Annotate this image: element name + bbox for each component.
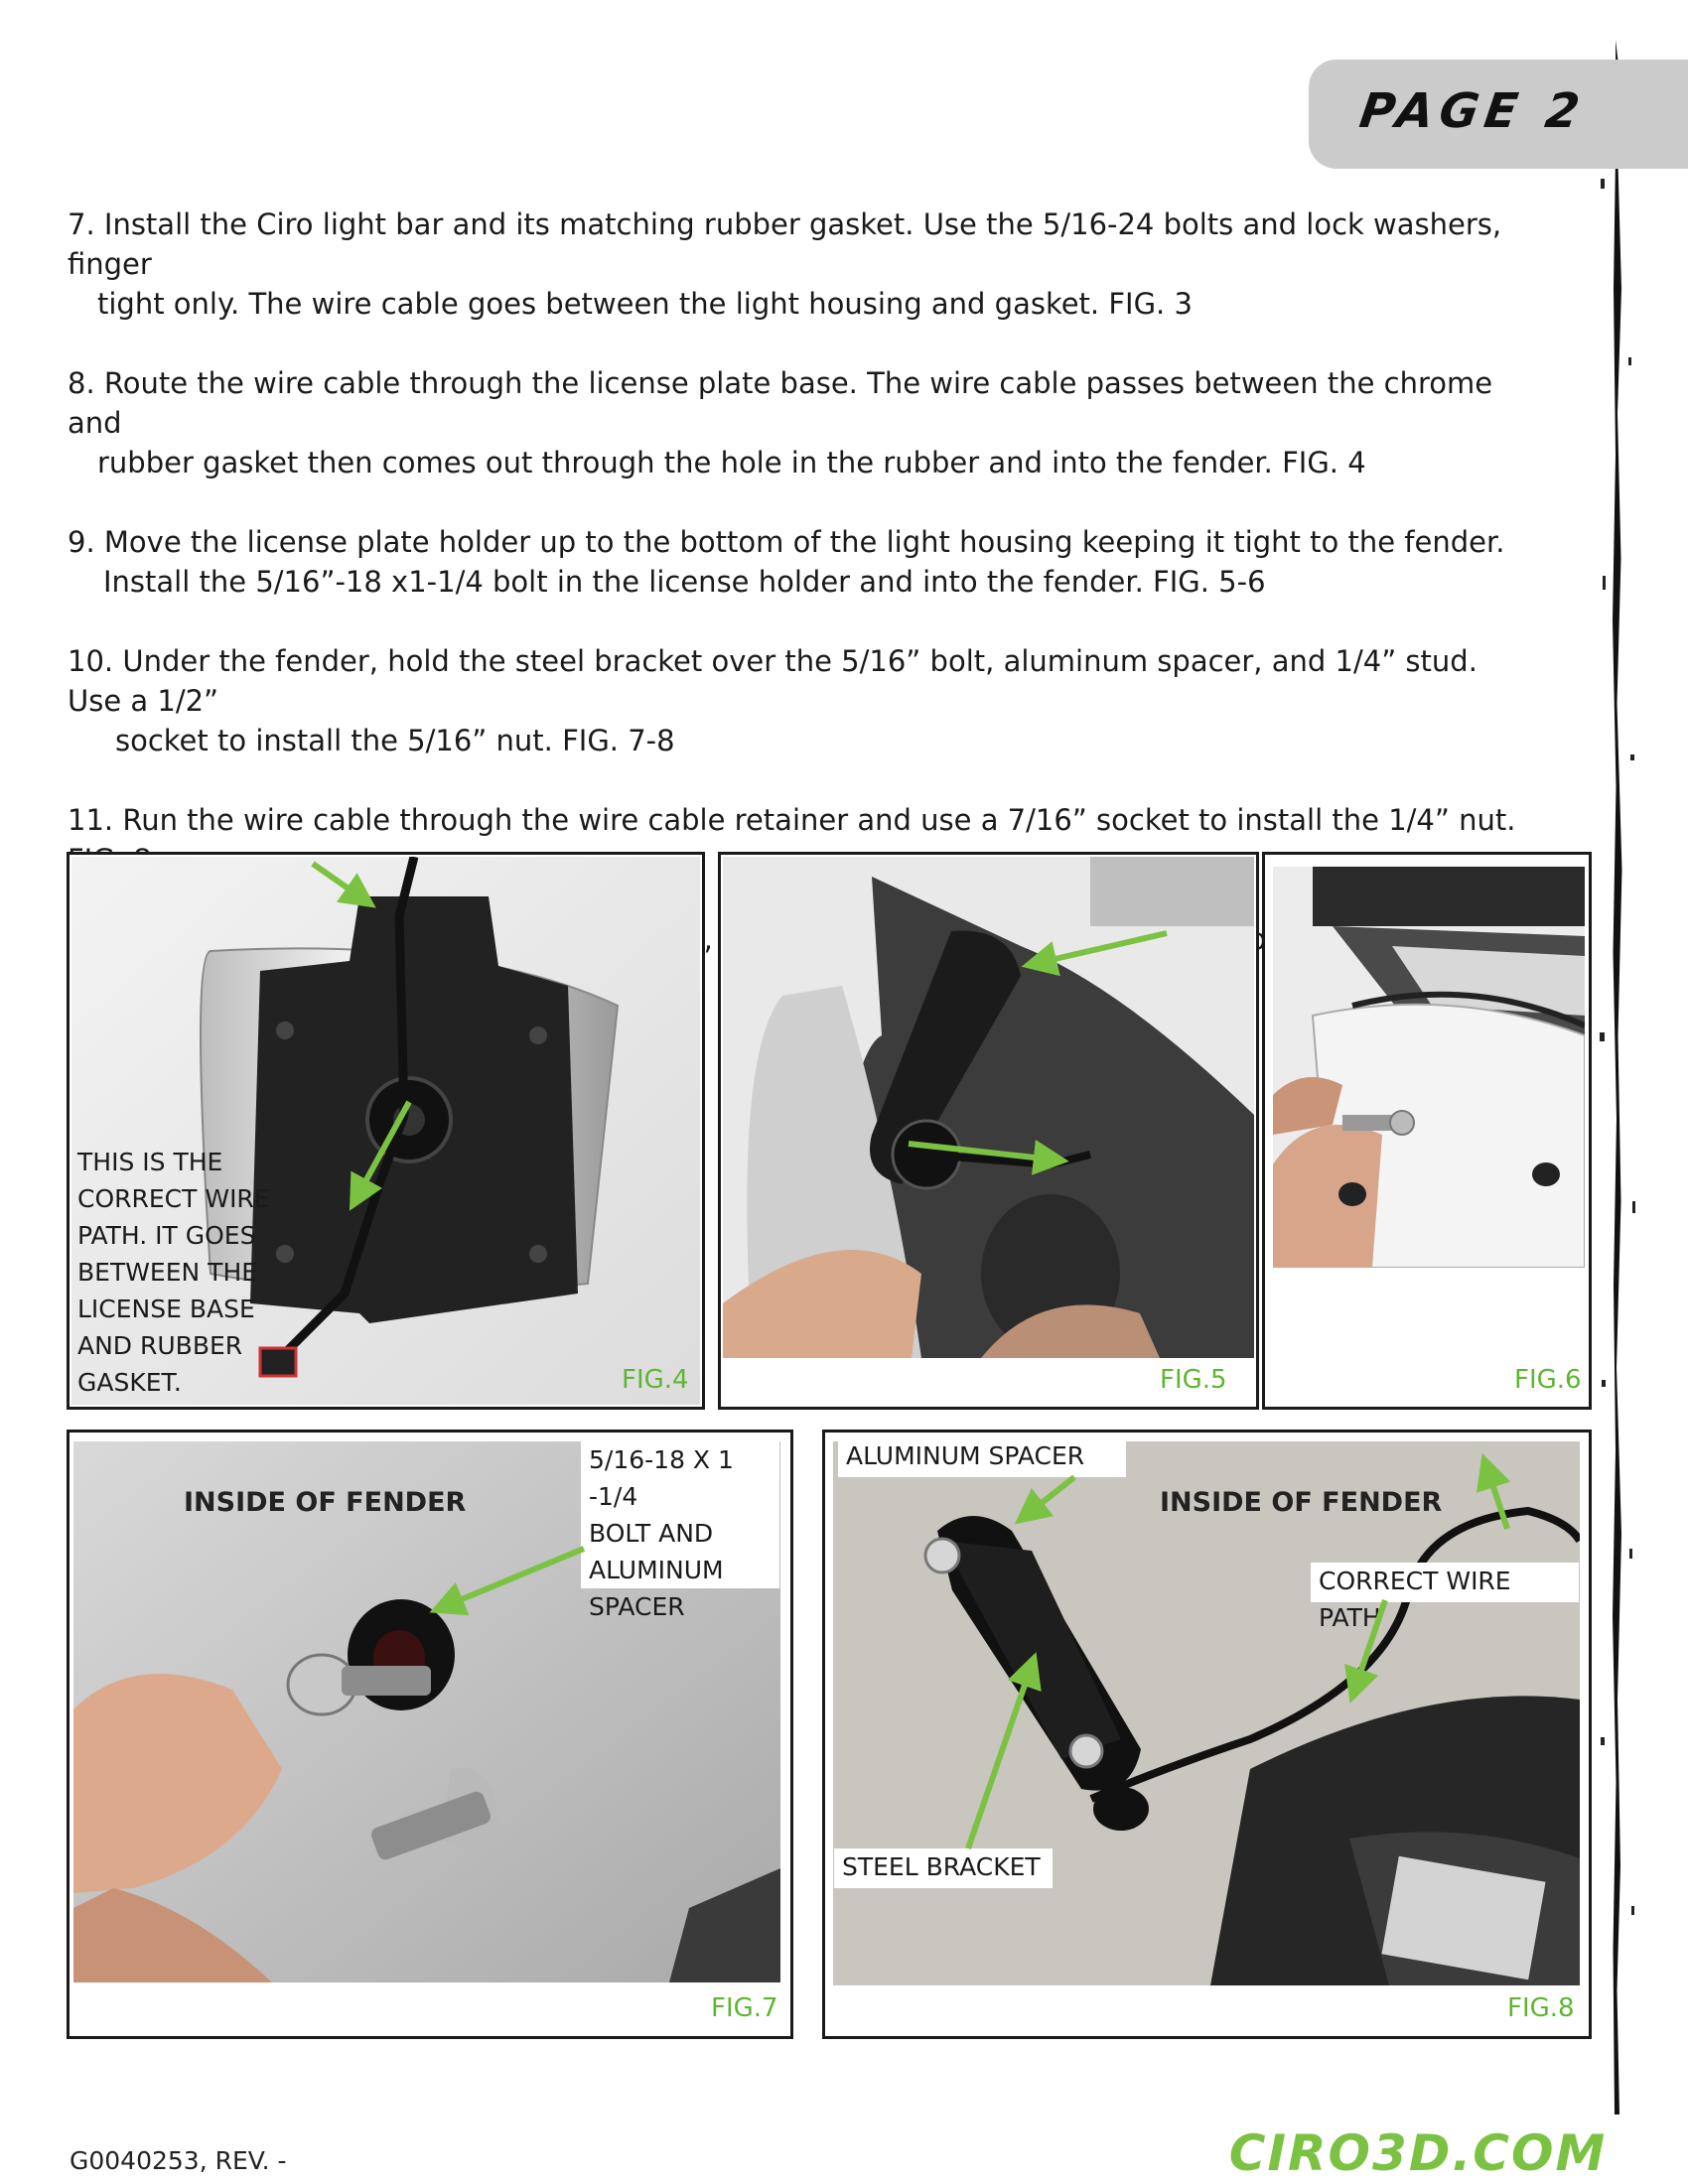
step-text: Move the license plate holder up to the bottom of the light housing keeping it tight to the fender. xyxy=(103,525,1505,559)
figure-8-callout-wire: CORRECT WIRE PATH xyxy=(1311,1563,1579,1602)
callout-line: SPACER xyxy=(589,1592,685,1621)
figure-7-label: FIG.7 xyxy=(711,1993,778,2023)
figure-4-label: FIG.4 xyxy=(622,1365,689,1395)
note-line: GASKET. xyxy=(77,1368,182,1397)
figure-5-photo xyxy=(723,857,1254,1358)
figure-6-photo xyxy=(1273,867,1585,1268)
step-10 xyxy=(68,641,1517,760)
figure-8-photo xyxy=(833,1441,1580,1985)
callout-line: 5/16-18 X 1 -1/4 xyxy=(589,1445,734,1511)
step-number: 7. xyxy=(68,207,95,241)
step-text: Install the Ciro light bar and its matching rubber gasket. Use the 5/16-24 bolts and lock washers, finger xyxy=(68,207,1502,281)
figure-7-callout xyxy=(581,1441,779,1621)
step-number: 10. xyxy=(68,644,114,678)
step-text-continued: tight only. The wire cable goes between the light housing and gasket. FIG. 3 xyxy=(97,287,1193,321)
note-line: CORRECT WIRE xyxy=(77,1184,270,1213)
figure-4-note xyxy=(77,1144,270,1401)
figure-5-label: FIG.5 xyxy=(1160,1365,1227,1395)
step-8 xyxy=(68,363,1517,482)
note-line: AND RUBBER xyxy=(77,1331,243,1360)
figure-8-callout-bracket: STEEL BRACKET xyxy=(834,1848,1053,1888)
figure-6-label: FIG.6 xyxy=(1514,1365,1582,1395)
note-line: LICENSE BASE xyxy=(77,1295,255,1323)
step-text: Route the wire cable through the license plate base. The wire cable passes between the chrome and xyxy=(68,366,1493,440)
step-number: 9. xyxy=(68,525,95,559)
step-text: Run the wire cable through the wire cable retainer and use a 7/16” socket to install the 1/4” nut. xyxy=(122,803,1516,837)
document-number: G0040253, REV. - xyxy=(70,2146,287,2175)
step-number: 8. xyxy=(68,366,95,400)
figure-8-label: FIG.8 xyxy=(1507,1993,1575,2023)
page-number: PAGE 2 xyxy=(1355,83,1590,139)
logo-text: CIRO3D.COM xyxy=(1228,2124,1608,2180)
step-text: Under the fender, hold the steel bracket over the 5/16” bolt, aluminum spacer, and 1/4” stud. Use a 1/2” xyxy=(68,644,1477,718)
figure-7-heading: INSIDE OF FENDER xyxy=(184,1487,467,1518)
figure-8-heading: INSIDE OF FENDER xyxy=(1160,1487,1443,1518)
step-text-continued: Install the 5/16”-18 x1-1/4 bolt in the license holder and into the fender. FIG. 5-6 xyxy=(103,565,1266,599)
ciro3d-logo xyxy=(1209,2120,1626,2180)
figure-8-callout-spacer: ALUMINUM SPACER xyxy=(838,1437,1126,1477)
step-text-continued: rubber gasket then comes out through the hole in the rubber and into the fender. FIG. 4 xyxy=(97,446,1366,479)
step-9 xyxy=(68,522,1517,602)
note-line: PATH. IT GOES xyxy=(77,1221,256,1250)
note-line: BETWEEN THE xyxy=(77,1258,258,1287)
step-text-continued: socket to install the 5/16” nut. FIG. 7-8 xyxy=(115,724,675,757)
callout-line: ALUMINUM xyxy=(589,1556,724,1584)
brush-flecks-decoration xyxy=(1599,60,1638,2124)
callout-line: BOLT AND xyxy=(589,1519,714,1548)
step-number: 11. xyxy=(68,803,114,837)
note-line: THIS IS THE xyxy=(77,1148,223,1176)
step-7 xyxy=(68,205,1517,324)
